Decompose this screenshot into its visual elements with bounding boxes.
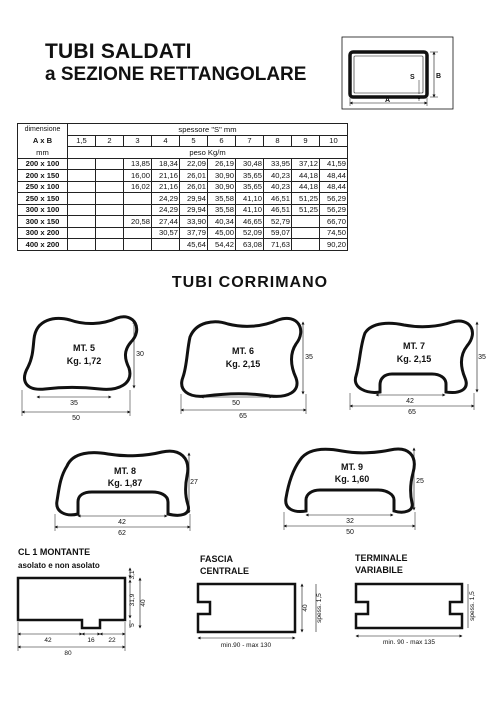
montante-d2: 31,9 [129,593,136,607]
thickness-header: 9 [292,135,320,147]
fascia-title-1: FASCIA [200,554,234,564]
weight-cell: 71,63 [264,239,292,251]
weight-cell: 37,12 [292,158,320,170]
row-dimension: 200 x 150 [18,170,68,182]
profile-mt7 [350,321,477,410]
montante-d4: 5 [129,623,136,627]
row-dimension: 200 x 100 [18,158,68,170]
mt5-model: MT. 5 [72,343,96,353]
mt7-dim-height: 35 [478,354,486,361]
page-title: TUBI SALDATI [45,40,192,63]
weight-cell: 30,57 [152,227,180,239]
weight-cell: 41,59 [320,158,348,170]
weight-cell: 27,44 [152,216,180,228]
weight-cell: 26,01 [180,181,208,193]
label-b: B [436,73,442,80]
peso-header: peso Kg/m [68,147,348,159]
montante-w1: 42 [44,637,52,644]
weight-cell: 41,10 [236,204,264,216]
weight-cell: 63,08 [236,239,264,251]
weight-cell: 59,07 [264,227,292,239]
weight-cell: 35,65 [236,170,264,182]
weight-cell: 51,25 [292,204,320,216]
mt8-model: MT. 8 [113,466,137,476]
weight-cell: 48,44 [320,170,348,182]
fascia-thickness: spess. 1,5 [316,593,323,623]
mt9-dim-height: 25 [416,478,424,485]
weight-cell: 33,90 [180,216,208,228]
mt9-model: MT. 9 [340,462,364,472]
thickness-header: 4 [152,135,180,147]
row-dimension: 300 x 100 [18,204,68,216]
fascia-height: 40 [302,604,309,612]
row-dimension: 300 x 150 [18,216,68,228]
row-dimension: 400 x 200 [18,239,68,251]
mt8-dim-width: 62 [118,530,126,537]
weight-cell: 16,00 [124,170,152,182]
terminale-thickness: spess. 1,5 [469,591,476,621]
mt7-dim-inner: 42 [406,398,414,405]
weight-cell: 33,95 [264,158,292,170]
weight-cell: 20,58 [124,216,152,228]
terminale-title-2: VARIABILE [355,565,403,575]
thickness-header: 1,5 [68,135,96,147]
fascia-width: min.90 - max 130 [220,642,272,649]
mt5-dim-height: 30 [136,351,144,358]
weight-cell: 44,18 [292,181,320,193]
corrimano-title: TUBI CORRIMANO [171,274,329,291]
thickness-header: 5 [180,135,208,147]
row-dimension: 250 x 150 [18,193,68,205]
dim-header: dimensione [18,124,68,136]
mt9-weight: Kg. 1,60 [334,474,370,484]
row-dimension: 300 x 200 [18,227,68,239]
mt6-weight: Kg. 2,15 [225,359,261,369]
thickness-header: 2 [96,135,124,147]
weight-cell: 46,65 [236,216,264,228]
weight-cell: 26,01 [180,170,208,182]
terminale-profile [356,584,468,636]
montante-w2: 16 [87,637,95,644]
mt7-dim-width: 65 [408,409,416,416]
mt5-dim-inner: 35 [70,400,78,407]
montante-w3: 22 [108,637,116,644]
mt8-dim-height: 27 [190,479,198,486]
weight-cell: 51,25 [292,193,320,205]
weight-cell: 46,51 [264,204,292,216]
fascia-title-2: CENTRALE [200,566,249,576]
weight-cell: 29,94 [180,193,208,205]
mt6-dim-inner: 50 [232,400,240,407]
weight-cell: 52,09 [236,227,264,239]
weight-cell: 45,64 [180,239,208,251]
weight-cell: 30,90 [208,181,236,193]
weight-cell: 21,16 [152,170,180,182]
mt7-weight: Kg. 2,15 [396,354,432,364]
mt6-dim-width: 65 [239,413,247,420]
weight-cell: 40,34 [208,216,236,228]
mt9-dim-width: 50 [346,529,354,536]
label-s: S [410,74,415,81]
weight-cell: 13,85 [124,158,152,170]
mt8-weight: Kg. 1,87 [107,478,143,488]
weight-cell: 41,10 [236,193,264,205]
weight-cell: 54,42 [208,239,236,251]
weight-cell: 66,70 [320,216,348,228]
weight-cell: 56,29 [320,193,348,205]
weight-cell: 46,51 [264,193,292,205]
weight-cell: 18,34 [152,158,180,170]
thickness-header: 3 [124,135,152,147]
dim-unit: mm [18,147,68,159]
mt7-model: MT. 7 [402,341,426,351]
weight-cell: 44,18 [292,170,320,182]
montante-d3: 40 [140,599,147,607]
weight-cell: 40,23 [264,170,292,182]
weight-cell: 90,20 [320,239,348,251]
profile-mt5 [22,317,137,416]
weight-cell: 30,48 [236,158,264,170]
weight-cell: 35,65 [236,181,264,193]
weight-cell: 16,02 [124,181,152,193]
mt6-model: MT. 6 [231,346,255,356]
thickness-header: 7 [236,135,264,147]
montante-title: CL 1 MONTANTE [18,547,91,557]
montante-d1: 3,1 [129,570,136,580]
thickness-header: 8 [264,135,292,147]
montante-subtitle: asolato e non asolato [18,561,100,570]
weight-cell: 22,09 [180,158,208,170]
weight-cell: 30,90 [208,170,236,182]
weight-cell: 52,79 [264,216,292,228]
weight-cell: 74,50 [320,227,348,239]
row-dimension: 250 x 100 [18,181,68,193]
thickness-header: 10 [320,135,348,147]
thickness-header: 6 [208,135,236,147]
weight-cell: 48,44 [320,181,348,193]
mt9-dim-inner: 32 [346,518,354,525]
montante-profile [18,568,140,651]
weight-cell: 24,29 [152,193,180,205]
weight-cell: 26,19 [208,158,236,170]
fascia-profile [198,584,316,638]
mt5-dim-width: 50 [72,415,80,422]
terminale-title-1: TERMINALE [355,553,408,563]
weight-cell: 40,23 [264,181,292,193]
terminale-width: min. 90 - max 135 [382,639,436,646]
weight-cell: 21,16 [152,181,180,193]
spessore-header: spessore "S" mm [68,124,348,136]
mt5-weight: Kg. 1,72 [66,356,102,366]
label-a: A [385,97,391,104]
weight-cell: 37,79 [180,227,208,239]
montante-w-total: 80 [64,650,72,657]
weight-cell: 24,29 [152,204,180,216]
weight-cell: 35,58 [208,204,236,216]
page-subtitle: a SEZIONE RETTANGOLARE [45,64,307,85]
weight-cell: 45,00 [208,227,236,239]
weight-cell: 29,94 [180,204,208,216]
dim-axb: A x B [18,135,68,147]
weight-cell: 56,29 [320,204,348,216]
mt6-dim-height: 35 [305,354,313,361]
weight-cell: 35,58 [208,193,236,205]
mt8-dim-inner: 42 [118,519,126,526]
